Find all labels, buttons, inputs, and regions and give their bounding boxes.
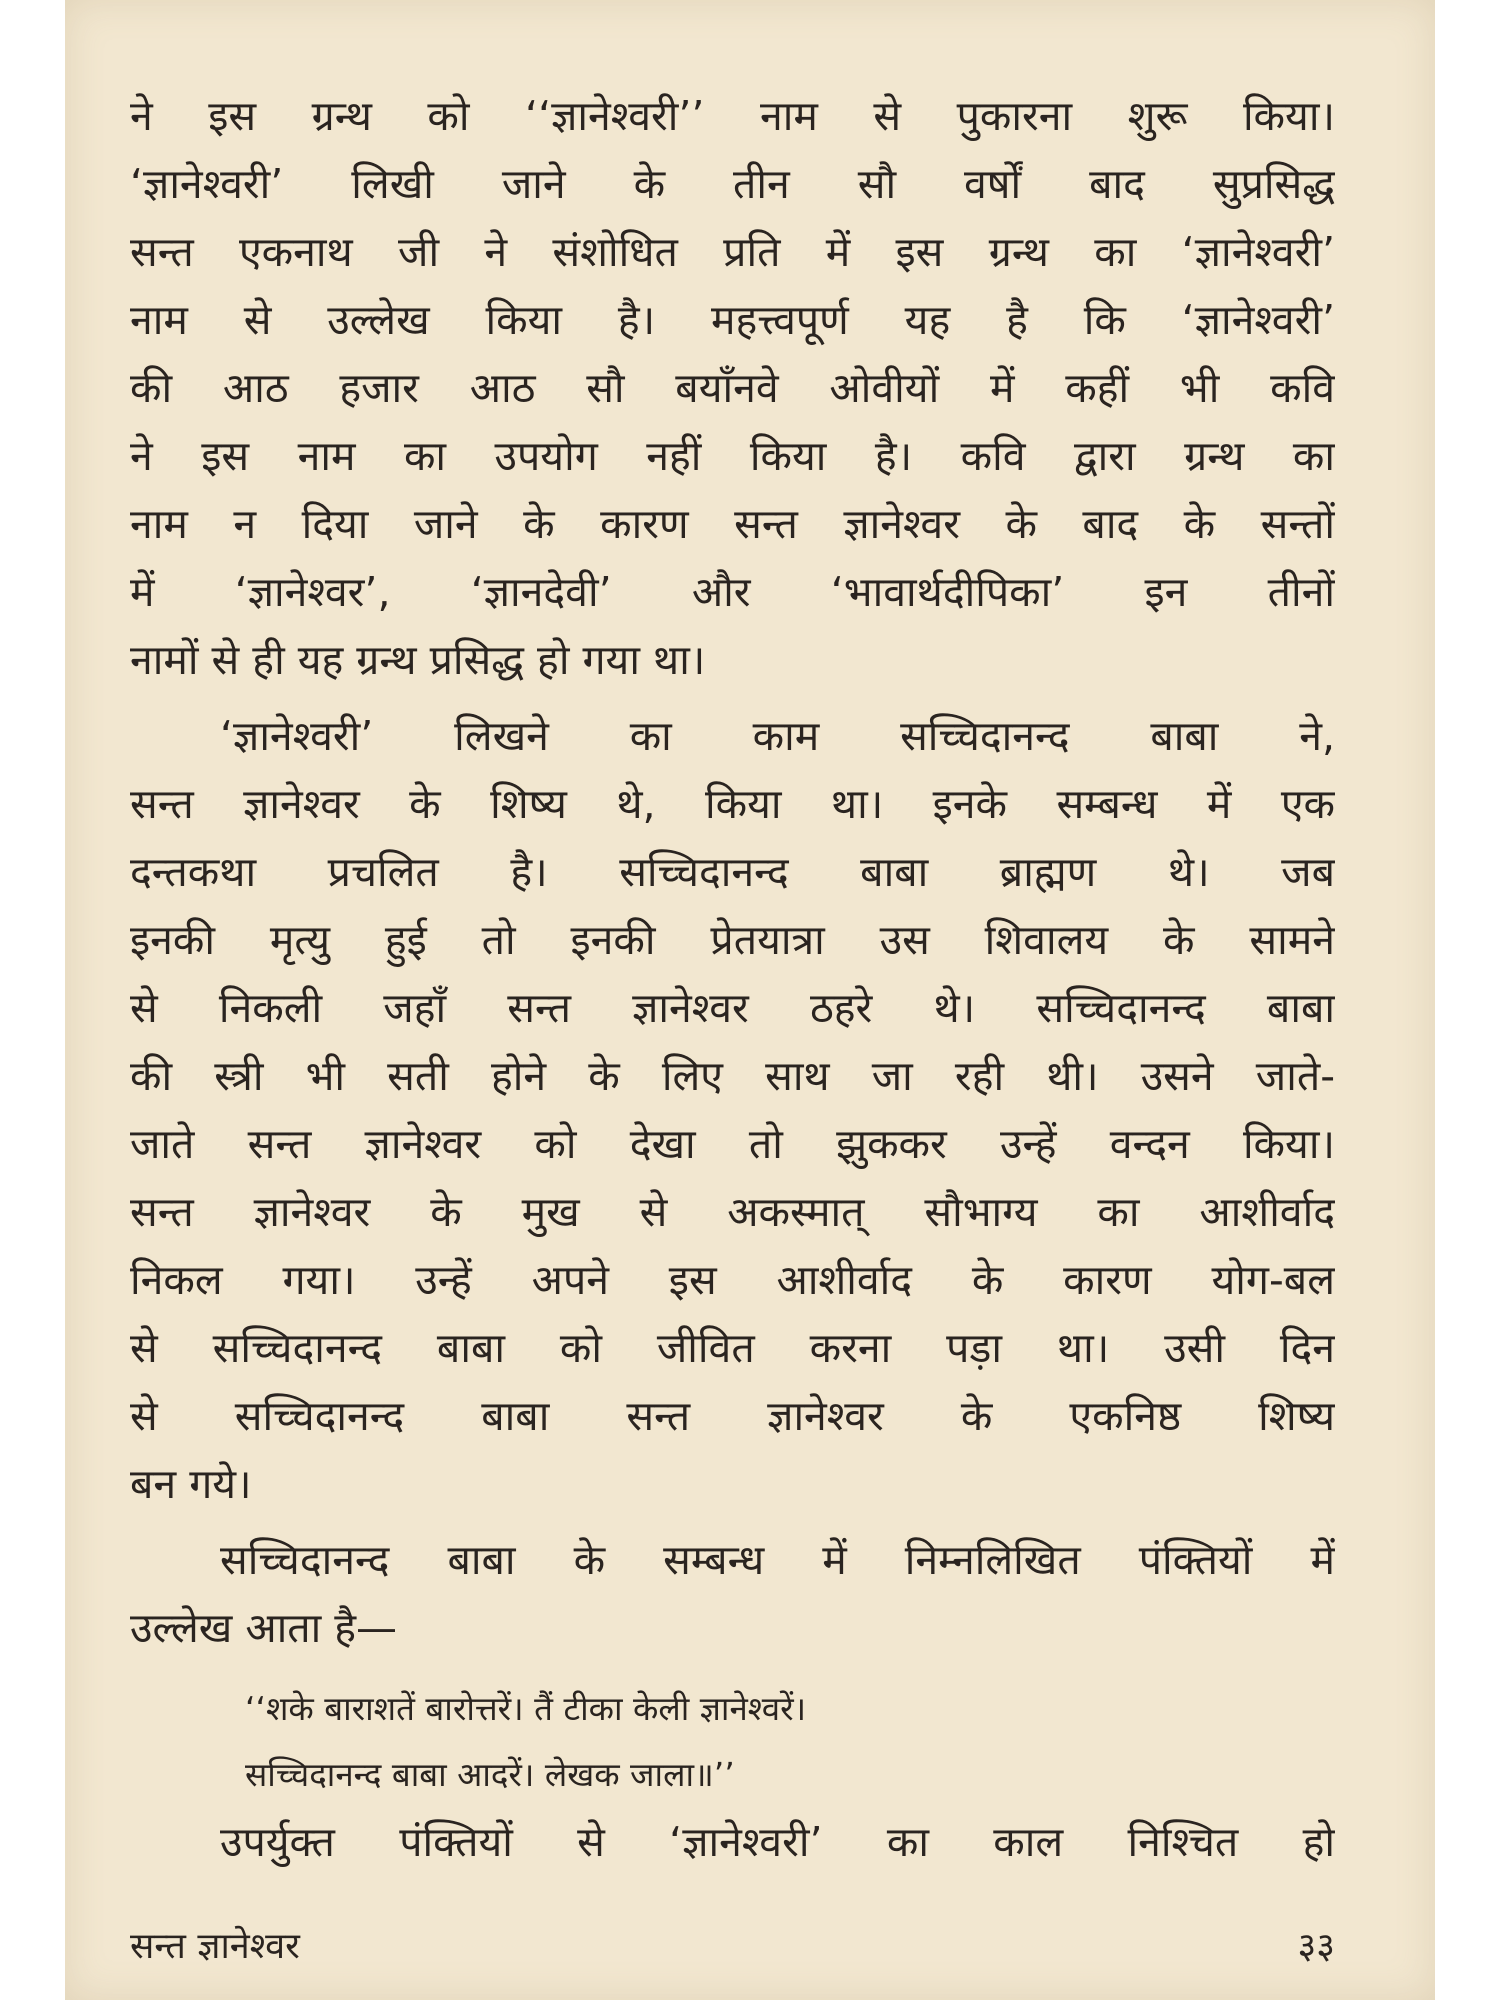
verse-line: ‘‘शके बाराशतें बारोत्तरें। तैं टीका केली ज्ञानेश्वरें। (245, 1689, 807, 1728)
text-line: जाते सन्त ज्ञानेश्वर को देखा तो झुककर उन्हें वन्दन किया। (130, 1120, 1335, 1168)
text-line: सच्चिदानन्द बाबा के सम्बन्ध में निम्नलिखित पंक्तियों में (220, 1536, 1335, 1584)
text-line: सन्त एकनाथ जी ने संशोधित प्रति में इस ग्रन्थ का ‘ज्ञानेश्वरी’ (130, 228, 1335, 276)
text-line: इनकी मृत्यु हुई तो इनकी प्रेतयात्रा उस शिवालय के सामने (130, 916, 1335, 964)
text-line: की आठ हजार आठ सौ बयाँनवे ओवीयों में कहीं भी कवि (130, 364, 1335, 412)
text-line: में ‘ज्ञानेश्वर’, ‘ज्ञानदेवी’ और ‘भावार्थदीपिका’ इन तीनों (130, 568, 1335, 616)
text-line: से निकली जहाँ सन्त ज्ञानेश्वर ठहरे थे। सच्चिदानन्द बाबा (130, 984, 1335, 1032)
page-number: ३३ (1297, 1926, 1335, 1967)
verse-line: सच्चिदानन्द बाबा आदरें। लेखक जाला॥’’ (245, 1755, 735, 1794)
text-line: की स्त्री भी सती होने के लिए साथ जा रही थी। उसने जाते- (130, 1052, 1335, 1100)
page-body (130, 82, 1335, 1876)
text-line: नाम न दिया जाने के कारण सन्त ज्ञानेश्वर के बाद के सन्तों (130, 500, 1335, 548)
running-title: सन्त ज्ञानेश्वर (130, 1926, 300, 1967)
paragraph-2 (130, 702, 1335, 1518)
verse-quote (130, 1676, 1335, 1808)
text-line: उपर्युक्त पंक्तियों से ‘ज्ञानेश्वरी’ का काल निश्चित हो (220, 1818, 1335, 1866)
paragraph-1 (130, 82, 1335, 694)
text-line: ने इस नाम का उपयोग नहीं किया है। कवि द्वारा ग्रन्थ का (130, 432, 1335, 480)
page-footer (130, 1920, 1335, 1970)
text-line: निकल गया। उन्हें अपने इस आशीर्वाद के कारण योग-बल (130, 1256, 1335, 1304)
text-line: सन्त ज्ञानेश्वर के शिष्य थे, किया था। इनके सम्बन्ध में एक (130, 780, 1335, 828)
text-line: उल्लेख आता है— (130, 1604, 398, 1652)
text-line: दन्तकथा प्रचलित है। सच्चिदानन्द बाबा ब्राह्मण थे। जब (130, 848, 1335, 896)
text-line: से सच्चिदानन्द बाबा सन्त ज्ञानेश्वर के एकनिष्ठ शिष्य (130, 1392, 1335, 1440)
text-line: सन्त ज्ञानेश्वर के मुख से अकस्मात् सौभाग्य का आशीर्वाद (130, 1188, 1335, 1236)
text-line: बन गये। (130, 1460, 252, 1508)
text-line: ‘ज्ञानेश्वरी’ लिखने का काम सच्चिदानन्द बाबा ने, (220, 712, 1335, 760)
text-line: ने इस ग्रन्थ को ‘‘ज्ञानेश्वरी’’ नाम से पुकारना शुरू किया। (130, 92, 1335, 140)
text-line: से सच्चिदानन्द बाबा को जीवित करना पड़ा था। उसी दिन (130, 1324, 1335, 1372)
text-line: नाम से उल्लेख किया है। महत्त्वपूर्ण यह है कि ‘ज्ञानेश्वरी’ (130, 296, 1335, 344)
paragraph-3 (130, 1526, 1335, 1662)
text-line: नामों से ही यह ग्रन्थ प्रसिद्ध हो गया था। (130, 636, 706, 684)
paragraph-4 (130, 1808, 1335, 1876)
text-line: ‘ज्ञानेश्वरी’ लिखी जाने के तीन सौ वर्षों बाद सुप्रसिद्ध (130, 160, 1335, 208)
